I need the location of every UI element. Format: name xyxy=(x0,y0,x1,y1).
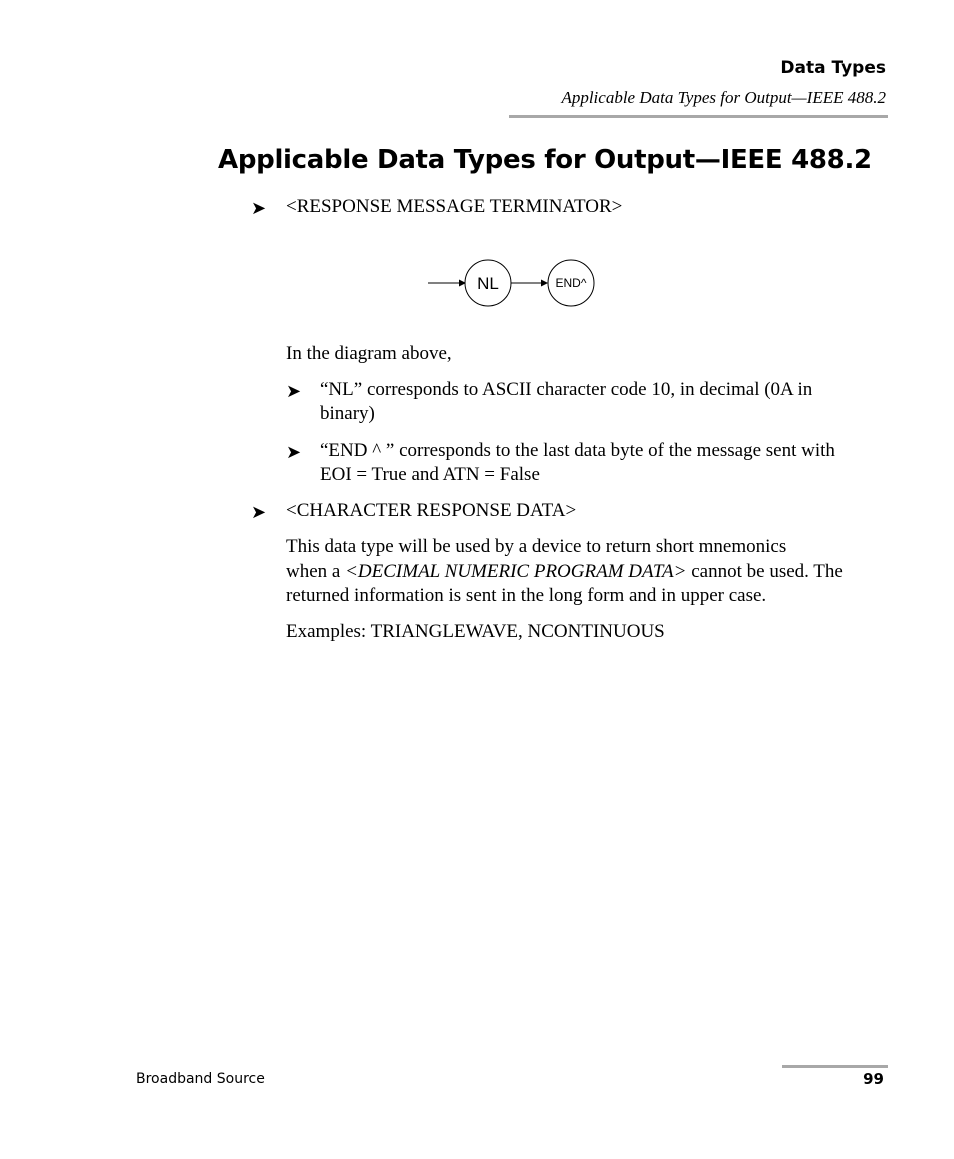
diagram-node-nl-label: NL xyxy=(477,274,499,293)
header-section-title: Data Types xyxy=(780,58,886,78)
paragraph-line1: This data type will be used by a device to return short mnemonics xyxy=(286,536,787,557)
page-number: 99 xyxy=(863,1070,884,1088)
bullet-arrow-icon: ➤ xyxy=(251,198,267,219)
bullet-arrow-icon: ➤ xyxy=(286,381,302,402)
paragraph-line2-post: cannot be used. The xyxy=(686,561,843,582)
bullet-arrow-icon: ➤ xyxy=(251,502,267,523)
header-subsection-title: Applicable Data Types for Output—IEEE 488.2 xyxy=(561,88,886,107)
footer-document-title: Broadband Source xyxy=(136,1071,265,1087)
bullet-response-message-terminator: <RESPONSE MESSAGE TERMINATOR> xyxy=(286,196,623,217)
paragraph-line3: returned information is sent in the long form and in upper case. xyxy=(286,585,767,606)
examples-text: Examples: TRIANGLEWAVE, NCONTINUOUS xyxy=(286,621,665,642)
end-description-line1: “END ^ ” corresponds to the last data byte of the message sent with xyxy=(320,440,835,461)
nl-description-line1: “NL” corresponds to ASCII character code 10, in decimal (0A in xyxy=(320,379,813,400)
diagram-node-end-label: END^ xyxy=(555,276,587,290)
nl-description-line2: binary) xyxy=(320,403,375,424)
paragraph-line2 xyxy=(286,560,843,584)
diagram-link-arrowhead-icon xyxy=(541,280,548,287)
bullet-arrow-icon: ➤ xyxy=(286,442,302,463)
footer-rule xyxy=(782,1065,888,1068)
terminator-diagram xyxy=(425,256,600,312)
diagram-intro-text: In the diagram above, xyxy=(286,343,452,364)
bullet-character-response-data: <CHARACTER RESPONSE DATA> xyxy=(286,500,577,521)
end-description-line2: EOI = True and ATN = False xyxy=(320,464,540,485)
page-title: Applicable Data Types for Output—IEEE 488.2 xyxy=(218,145,872,175)
paragraph-line2-pre: when a xyxy=(286,561,346,582)
decimal-numeric-program-data-term: <DECIMAL NUMERIC PROGRAM DATA> xyxy=(345,561,687,582)
header-rule xyxy=(509,115,888,118)
